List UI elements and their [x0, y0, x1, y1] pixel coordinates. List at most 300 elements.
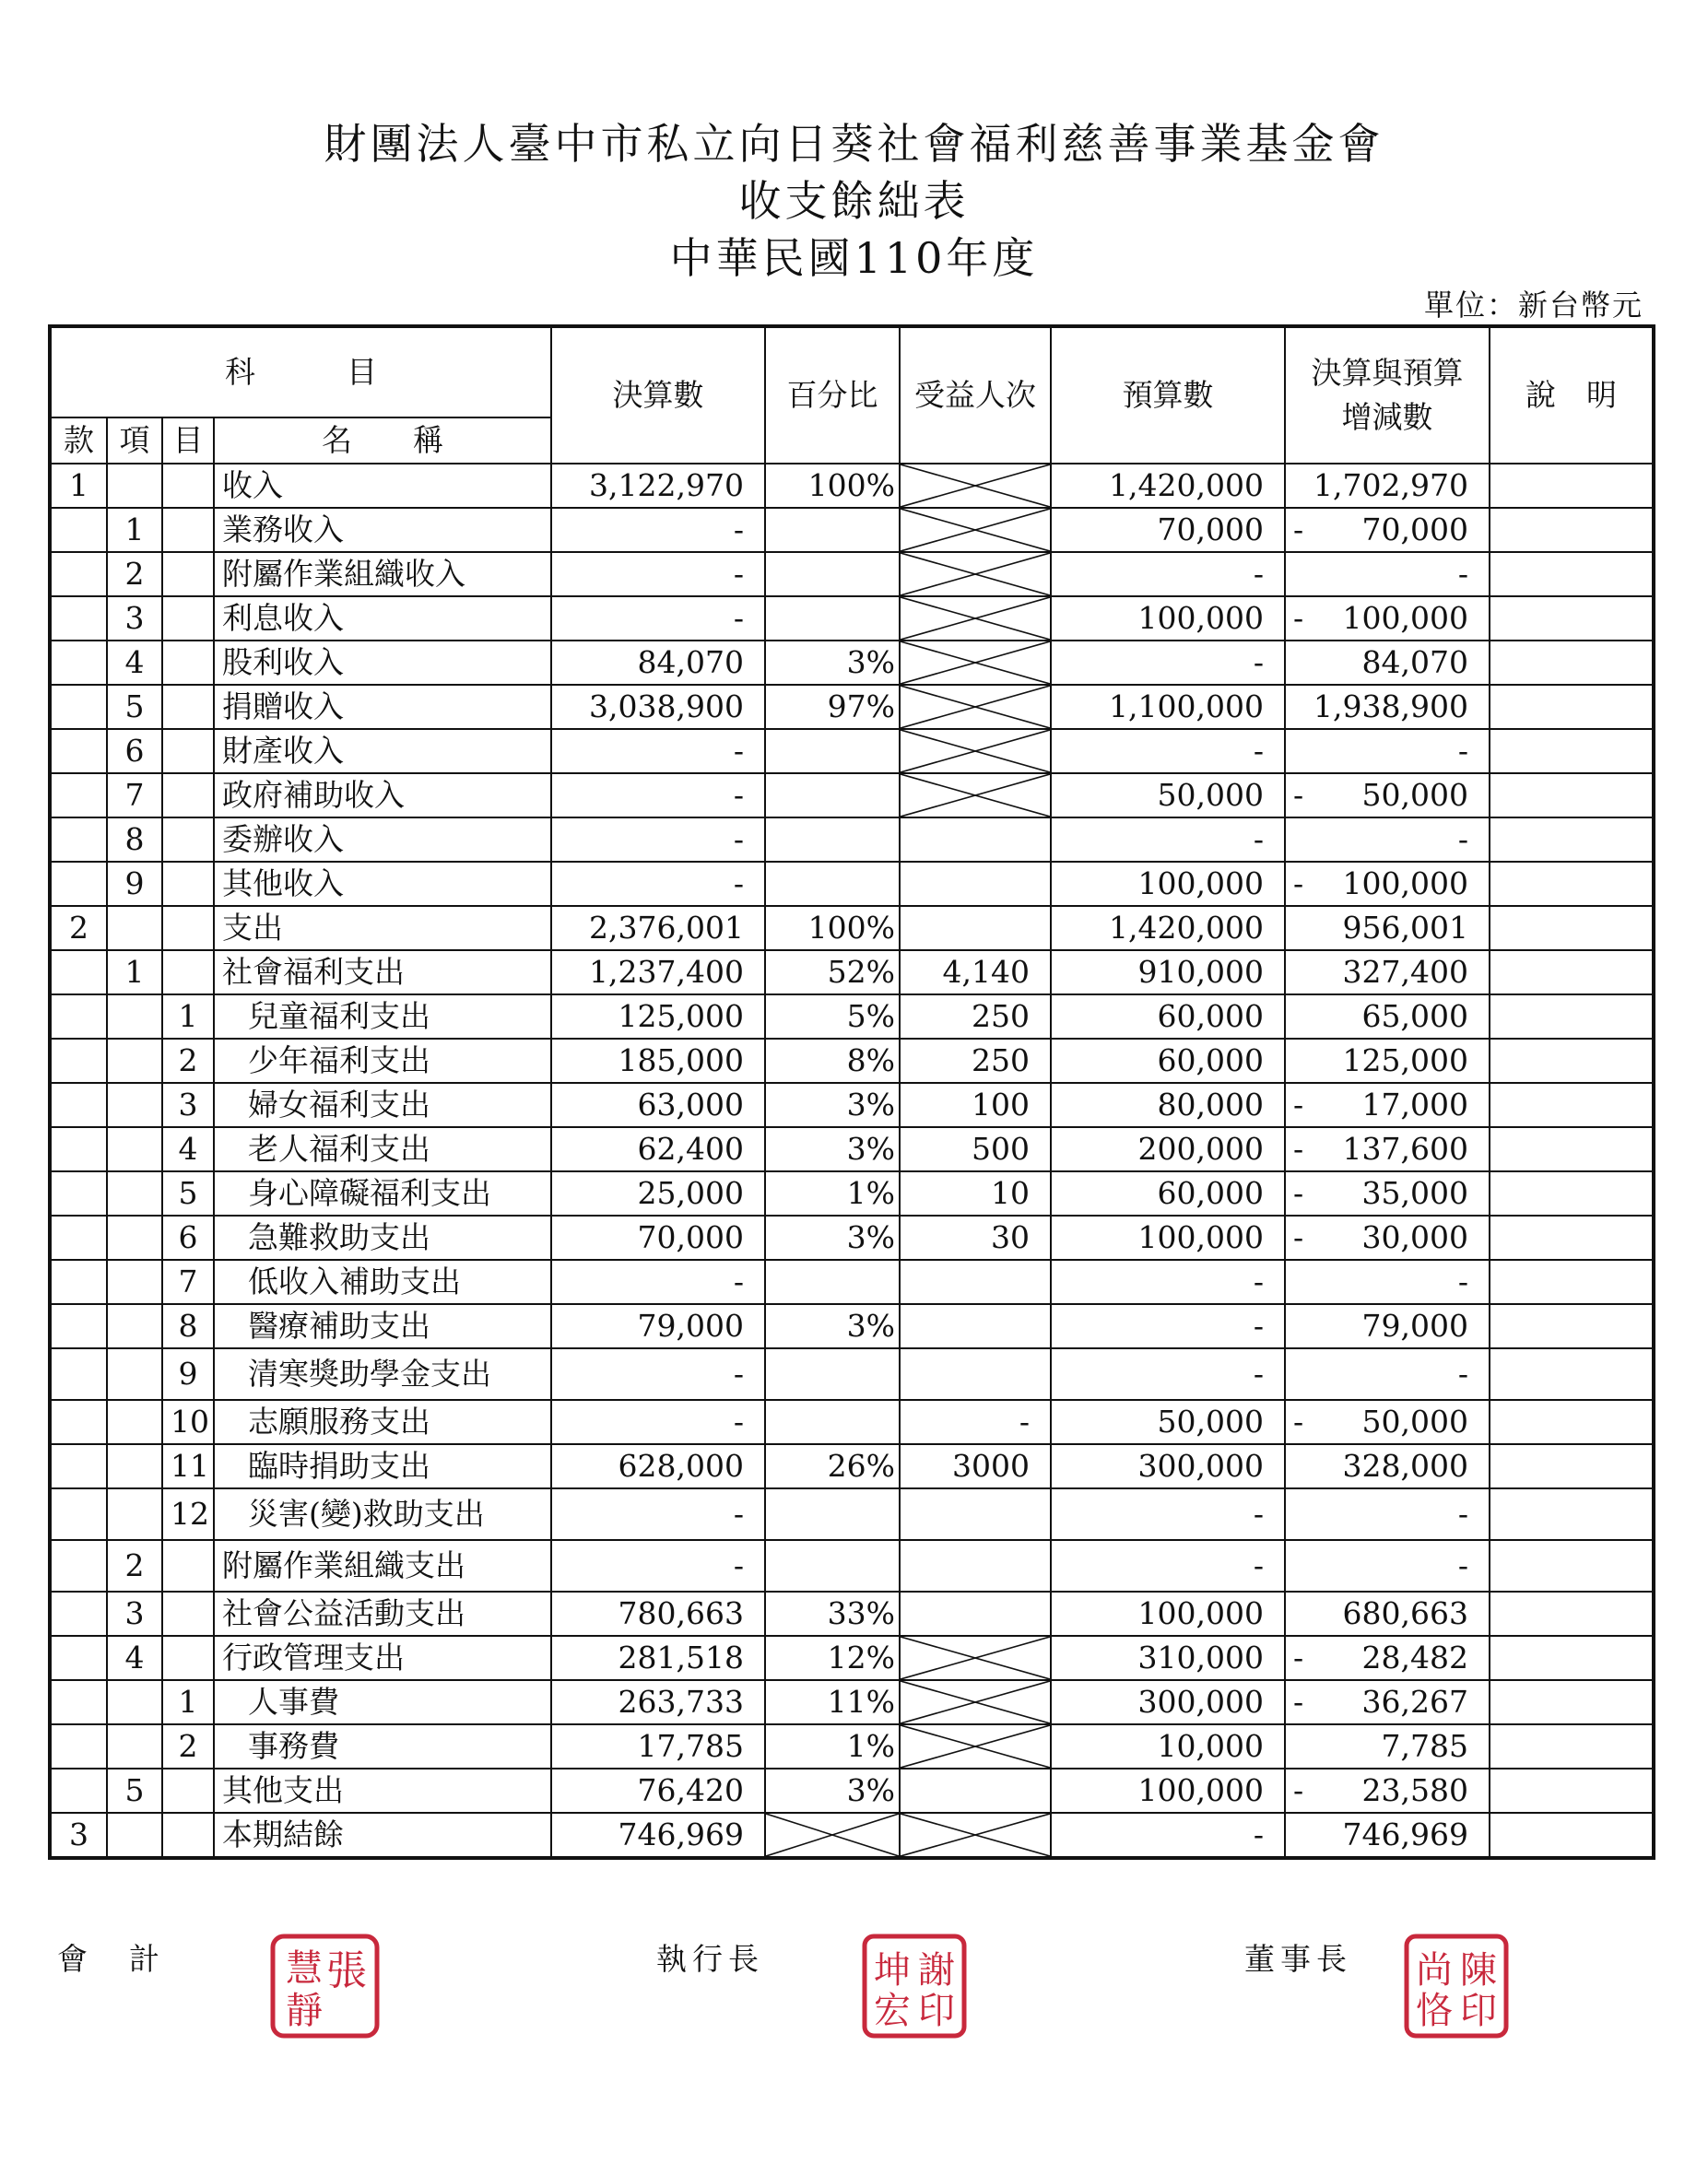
cell-kuan — [50, 1039, 107, 1083]
cell-percentage: 5% — [765, 994, 900, 1039]
cell-xiang: 5 — [107, 685, 162, 729]
difference-value: 100,000 — [1342, 600, 1468, 636]
cell-difference — [1285, 1216, 1490, 1260]
cell-mu — [162, 1769, 214, 1813]
difference-value: - — [1457, 1264, 1468, 1299]
svg-text:靜: 靜 — [286, 1990, 323, 2032]
cell-mu — [162, 1540, 214, 1592]
header-subject: 科 目 — [50, 326, 551, 417]
cell-budget: 200,000 — [1051, 1127, 1285, 1171]
header-actual: 決算數 — [551, 326, 765, 464]
cell-actual: 25,000 — [551, 1171, 765, 1216]
cell-budget: 310,000 — [1051, 1636, 1285, 1680]
cell-xiang — [107, 1304, 162, 1348]
cell-budget: 1,420,000 — [1051, 464, 1285, 508]
cell-mu: 7 — [162, 1260, 214, 1304]
cell-name: 附屬作業組織收入 — [214, 552, 551, 596]
difference-sign: - — [1293, 1684, 1304, 1720]
cell-mu — [162, 950, 214, 994]
cell-actual: - — [551, 508, 765, 552]
cell-mu: 2 — [162, 1724, 214, 1769]
table-row — [50, 1260, 1654, 1304]
header-name: 名 稱 — [214, 417, 551, 464]
cell-xiang — [107, 1488, 162, 1540]
cell-percentage: 52% — [765, 950, 900, 994]
cell-kuan: 1 — [50, 464, 107, 508]
cell-percentage: 3% — [765, 641, 900, 685]
cell-budget: 100,000 — [1051, 1592, 1285, 1636]
cell-difference — [1285, 950, 1490, 994]
cell-name: 低收入補助支出 — [214, 1260, 551, 1304]
cell-kuan — [50, 1171, 107, 1216]
cell-percentage: 100% — [765, 906, 900, 950]
cell-budget: 60,000 — [1051, 1171, 1285, 1216]
fiscal-year: 中華民國110年度 — [669, 233, 1039, 283]
cell-name: 委辦收入 — [214, 817, 551, 862]
difference-value: 70,000 — [1361, 511, 1468, 547]
cell-budget: - — [1051, 552, 1285, 596]
cell-difference — [1285, 817, 1490, 862]
table-row — [50, 1039, 1654, 1083]
svg-text:慧: 慧 — [286, 1947, 323, 1990]
cell-actual: 185,000 — [551, 1039, 765, 1083]
cell-note — [1490, 1348, 1654, 1400]
header-note: 說 明 — [1490, 326, 1654, 464]
cell-note — [1490, 508, 1654, 552]
crossed-cell — [900, 508, 1051, 552]
cell-beneficiaries — [900, 1769, 1051, 1813]
cell-xiang — [107, 1127, 162, 1171]
difference-sign: - — [1293, 1404, 1304, 1440]
cell-note — [1490, 1592, 1654, 1636]
difference-value: 100,000 — [1342, 865, 1468, 901]
cell-mu — [162, 596, 214, 641]
cell-budget: - — [1051, 1304, 1285, 1348]
cell-actual: - — [551, 1540, 765, 1592]
cell-name: 人事費 — [214, 1680, 551, 1724]
cell-budget: 70,000 — [1051, 508, 1285, 552]
cell-percentage: 1% — [765, 1724, 900, 1769]
cell-name: 志願服務支出 — [214, 1400, 551, 1444]
table-row — [50, 1216, 1654, 1260]
cell-note — [1490, 1724, 1654, 1769]
cell-note — [1490, 729, 1654, 773]
cell-difference — [1285, 1592, 1490, 1636]
cell-beneficiaries: 30 — [900, 1216, 1051, 1260]
cell-xiang: 2 — [107, 552, 162, 596]
cell-budget: - — [1051, 729, 1285, 773]
table-row — [50, 1680, 1654, 1724]
cell-percentage — [765, 1400, 900, 1444]
crossed-cell — [900, 1724, 1051, 1769]
table-row — [50, 817, 1654, 862]
cell-name: 附屬作業組織支出 — [214, 1540, 551, 1592]
cell-budget: - — [1051, 817, 1285, 862]
cell-name: 醫療補助支出 — [214, 1304, 551, 1348]
table-row — [50, 1592, 1654, 1636]
difference-value: 1,938,900 — [1313, 688, 1468, 724]
table-row — [50, 1400, 1654, 1444]
cell-beneficiaries: 4,140 — [900, 950, 1051, 994]
cell-name: 政府補助收入 — [214, 773, 551, 817]
table-row — [50, 596, 1654, 641]
cell-difference — [1285, 1039, 1490, 1083]
header-difference — [1285, 326, 1490, 464]
cell-mu: 12 — [162, 1488, 214, 1540]
cell-note — [1490, 641, 1654, 685]
cell-actual: 70,000 — [551, 1216, 765, 1260]
cell-percentage: 3% — [765, 1127, 900, 1171]
cell-budget: 1,100,000 — [1051, 685, 1285, 729]
cell-note — [1490, 950, 1654, 994]
cell-budget: 910,000 — [1051, 950, 1285, 994]
cell-xiang: 4 — [107, 641, 162, 685]
cell-percentage: 3% — [765, 1769, 900, 1813]
table-row — [50, 641, 1654, 685]
cell-mu — [162, 817, 214, 862]
difference-value: 30,000 — [1361, 1219, 1468, 1255]
cell-name: 支出 — [214, 906, 551, 950]
cell-kuan — [50, 1592, 107, 1636]
cell-mu — [162, 464, 214, 508]
cell-note — [1490, 906, 1654, 950]
cell-mu — [162, 1592, 214, 1636]
cell-xiang — [107, 1400, 162, 1444]
cell-name: 清寒獎助學金支出 — [214, 1348, 551, 1400]
cell-xiang — [107, 1724, 162, 1769]
cell-note — [1490, 1540, 1654, 1592]
cell-mu — [162, 1813, 214, 1858]
cell-kuan — [50, 1488, 107, 1540]
cell-difference — [1285, 1540, 1490, 1592]
cell-mu: 8 — [162, 1304, 214, 1348]
cell-kuan: 3 — [50, 1813, 107, 1858]
cell-budget: 60,000 — [1051, 1039, 1285, 1083]
difference-value: 35,000 — [1361, 1175, 1468, 1211]
difference-value: 125,000 — [1342, 1042, 1468, 1078]
cell-note — [1490, 552, 1654, 596]
cell-kuan — [50, 685, 107, 729]
cell-xiang — [107, 1039, 162, 1083]
signature-label-accountant: 會 計 — [57, 1941, 165, 1977]
cell-percentage: 97% — [765, 685, 900, 729]
cell-percentage: 3% — [765, 1304, 900, 1348]
cell-name: 利息收入 — [214, 596, 551, 641]
cell-mu — [162, 641, 214, 685]
difference-value: 36,267 — [1361, 1684, 1468, 1720]
signature-label-chair: 董事長 — [1244, 1941, 1352, 1977]
cell-kuan — [50, 773, 107, 817]
cell-actual: 628,000 — [551, 1444, 765, 1488]
difference-value: 17,000 — [1361, 1087, 1468, 1123]
currency-unit: 單位：新台幣元 — [1423, 288, 1643, 323]
crossed-cell — [900, 596, 1051, 641]
cell-xiang: 4 — [107, 1636, 162, 1680]
cell-budget: 10,000 — [1051, 1724, 1285, 1769]
cell-budget: - — [1051, 1260, 1285, 1304]
cell-kuan — [50, 1444, 107, 1488]
table-row — [50, 1171, 1654, 1216]
cell-budget: 80,000 — [1051, 1083, 1285, 1127]
svg-text:謝: 謝 — [918, 1949, 955, 1992]
cell-xiang — [107, 1680, 162, 1724]
cell-beneficiaries — [900, 1304, 1051, 1348]
org-title: 財團法人臺中市私立向日葵社會福利慈善事業基金會 — [324, 119, 1384, 169]
table-row — [50, 508, 1654, 552]
cell-difference — [1285, 685, 1490, 729]
crossed-cell — [900, 1636, 1051, 1680]
cell-actual: - — [551, 862, 765, 906]
cell-percentage: 3% — [765, 1216, 900, 1260]
signature-label-ceo: 執行長 — [656, 1941, 764, 1977]
cell-name: 身心障礙福利支出 — [214, 1171, 551, 1216]
cell-name: 其他支出 — [214, 1769, 551, 1813]
doc-title: 收支餘絀表 — [738, 176, 970, 226]
difference-value: 328,000 — [1342, 1448, 1468, 1484]
difference-value: - — [1457, 821, 1468, 857]
cell-note — [1490, 862, 1654, 906]
cell-difference — [1285, 729, 1490, 773]
cell-beneficiaries — [900, 862, 1051, 906]
table-row — [50, 1348, 1654, 1400]
difference-value: 137,600 — [1342, 1131, 1468, 1167]
cell-percentage — [765, 1488, 900, 1540]
cell-kuan — [50, 862, 107, 906]
svg-text:印: 印 — [918, 1990, 955, 2032]
cell-actual: 2,376,001 — [551, 906, 765, 950]
cell-mu: 1 — [162, 1680, 214, 1724]
cell-xiang: 1 — [107, 950, 162, 994]
difference-sign: - — [1293, 1640, 1304, 1675]
cell-percentage — [765, 508, 900, 552]
cell-difference — [1285, 1304, 1490, 1348]
cell-xiang — [107, 1083, 162, 1127]
cell-beneficiaries: 100 — [900, 1083, 1051, 1127]
table-row — [50, 1540, 1654, 1592]
cell-actual: 76,420 — [551, 1769, 765, 1813]
table-row — [50, 1769, 1654, 1813]
crossed-cell — [765, 1813, 900, 1858]
cell-difference — [1285, 464, 1490, 508]
cell-name: 臨時捐助支出 — [214, 1444, 551, 1488]
cell-kuan — [50, 1127, 107, 1171]
cell-xiang — [107, 906, 162, 950]
cell-mu: 4 — [162, 1127, 214, 1171]
cell-name: 急難救助支出 — [214, 1216, 551, 1260]
difference-value: 28,482 — [1361, 1640, 1468, 1675]
cell-mu — [162, 1636, 214, 1680]
cell-actual: - — [551, 1260, 765, 1304]
difference-value: 65,000 — [1361, 998, 1468, 1034]
cell-name: 婦女福利支出 — [214, 1083, 551, 1127]
cell-kuan — [50, 1083, 107, 1127]
cell-difference — [1285, 1488, 1490, 1540]
cell-note — [1490, 817, 1654, 862]
crossed-cell — [900, 641, 1051, 685]
svg-text:恪: 恪 — [1416, 1990, 1453, 2032]
cell-actual: - — [551, 596, 765, 641]
difference-value: 956,001 — [1342, 910, 1468, 946]
difference-sign: - — [1293, 777, 1304, 813]
cell-percentage: 11% — [765, 1680, 900, 1724]
cell-percentage — [765, 1540, 900, 1592]
cell-kuan — [50, 817, 107, 862]
crossed-cell — [900, 464, 1051, 508]
cell-actual: 780,663 — [551, 1592, 765, 1636]
cell-difference — [1285, 596, 1490, 641]
cell-mu: 5 — [162, 1171, 214, 1216]
cell-note — [1490, 1171, 1654, 1216]
cell-xiang — [107, 1813, 162, 1858]
cell-kuan — [50, 641, 107, 685]
cell-mu — [162, 685, 214, 729]
cell-note — [1490, 1488, 1654, 1540]
cell-beneficiaries — [900, 1488, 1051, 1540]
cell-difference — [1285, 994, 1490, 1039]
cell-kuan — [50, 1400, 107, 1444]
cell-difference — [1285, 1680, 1490, 1724]
cell-beneficiaries — [900, 817, 1051, 862]
cell-mu: 3 — [162, 1083, 214, 1127]
cell-note — [1490, 1636, 1654, 1680]
table-row — [50, 773, 1654, 817]
cell-beneficiaries: 250 — [900, 994, 1051, 1039]
cell-percentage — [765, 729, 900, 773]
table-row — [50, 1083, 1654, 1127]
cell-beneficiaries — [900, 906, 1051, 950]
cell-name: 其他收入 — [214, 862, 551, 906]
cell-difference — [1285, 1083, 1490, 1127]
cell-budget: 100,000 — [1051, 1216, 1285, 1260]
cell-percentage — [765, 596, 900, 641]
cell-mu: 11 — [162, 1444, 214, 1488]
cell-actual: 17,785 — [551, 1724, 765, 1769]
crossed-cell — [900, 1680, 1051, 1724]
cell-actual: - — [551, 773, 765, 817]
cell-note — [1490, 1127, 1654, 1171]
table-row — [50, 464, 1654, 508]
difference-value: - — [1457, 1496, 1468, 1532]
cell-name: 行政管理支出 — [214, 1636, 551, 1680]
cell-beneficiaries: 10 — [900, 1171, 1051, 1216]
cell-percentage: 12% — [765, 1636, 900, 1680]
cell-beneficiaries — [900, 1260, 1051, 1304]
table-row — [50, 862, 1654, 906]
table-row — [50, 1636, 1654, 1680]
difference-value: 50,000 — [1361, 1404, 1468, 1440]
cell-note — [1490, 1400, 1654, 1444]
cell-kuan — [50, 1636, 107, 1680]
cell-kuan — [50, 1769, 107, 1813]
cell-percentage — [765, 817, 900, 862]
cell-kuan — [50, 1680, 107, 1724]
cell-note — [1490, 1680, 1654, 1724]
cell-mu: 2 — [162, 1039, 214, 1083]
cell-percentage — [765, 1348, 900, 1400]
cell-actual: 263,733 — [551, 1680, 765, 1724]
cell-mu: 10 — [162, 1400, 214, 1444]
difference-value: 327,400 — [1342, 954, 1468, 990]
cell-budget: - — [1051, 1540, 1285, 1592]
chair-seal-icon — [1401, 1931, 1512, 2041]
cell-budget: 100,000 — [1051, 596, 1285, 641]
cell-kuan — [50, 1260, 107, 1304]
cell-budget: - — [1051, 1348, 1285, 1400]
cell-mu — [162, 862, 214, 906]
cell-difference — [1285, 862, 1490, 906]
cell-name: 災害(變)救助支出 — [214, 1488, 551, 1540]
cell-name: 兒童福利支出 — [214, 994, 551, 1039]
difference-value: 84,070 — [1361, 644, 1468, 680]
header-beneficiaries: 受益人次 — [900, 326, 1051, 464]
cell-difference — [1285, 1171, 1490, 1216]
table-row — [50, 950, 1654, 994]
cell-name: 捐贈收入 — [214, 685, 551, 729]
cell-note — [1490, 1039, 1654, 1083]
cell-name: 股利收入 — [214, 641, 551, 685]
cell-mu — [162, 552, 214, 596]
difference-sign: - — [1293, 1772, 1304, 1808]
cell-actual: 3,038,900 — [551, 685, 765, 729]
cell-difference — [1285, 641, 1490, 685]
cell-xiang: 1 — [107, 508, 162, 552]
difference-sign: - — [1293, 1219, 1304, 1255]
cell-percentage: 26% — [765, 1444, 900, 1488]
difference-value: - — [1457, 733, 1468, 769]
table-row — [50, 1813, 1654, 1858]
cell-beneficiaries — [900, 1592, 1051, 1636]
cell-xiang — [107, 1216, 162, 1260]
cell-budget: - — [1051, 1813, 1285, 1858]
income-expense-table — [48, 324, 1655, 1860]
cell-mu — [162, 773, 214, 817]
cell-xiang — [107, 464, 162, 508]
cell-percentage — [765, 552, 900, 596]
cell-difference — [1285, 552, 1490, 596]
cell-actual: 281,518 — [551, 1636, 765, 1680]
table-row — [50, 729, 1654, 773]
table-row — [50, 552, 1654, 596]
svg-text:尚: 尚 — [1416, 1949, 1453, 1992]
cell-percentage: 1% — [765, 1171, 900, 1216]
crossed-cell — [900, 685, 1051, 729]
crossed-cell — [900, 1813, 1051, 1858]
cell-budget: 300,000 — [1051, 1680, 1285, 1724]
cell-xiang — [107, 1444, 162, 1488]
cell-kuan — [50, 552, 107, 596]
cell-kuan — [50, 994, 107, 1039]
table-row — [50, 1304, 1654, 1348]
cell-beneficiaries: 500 — [900, 1127, 1051, 1171]
cell-actual: 79,000 — [551, 1304, 765, 1348]
cell-actual: 1,237,400 — [551, 950, 765, 994]
cell-beneficiaries: 3000 — [900, 1444, 1051, 1488]
cell-note — [1490, 1304, 1654, 1348]
cell-xiang — [107, 994, 162, 1039]
cell-note — [1490, 596, 1654, 641]
cell-actual: - — [551, 729, 765, 773]
cell-mu: 1 — [162, 994, 214, 1039]
cell-xiang: 3 — [107, 1592, 162, 1636]
cell-kuan: 2 — [50, 906, 107, 950]
cell-difference — [1285, 1724, 1490, 1769]
cell-name: 老人福利支出 — [214, 1127, 551, 1171]
cell-xiang: 5 — [107, 1769, 162, 1813]
cell-budget: 100,000 — [1051, 1769, 1285, 1813]
cell-mu — [162, 906, 214, 950]
cell-actual: - — [551, 817, 765, 862]
cell-kuan — [50, 1216, 107, 1260]
